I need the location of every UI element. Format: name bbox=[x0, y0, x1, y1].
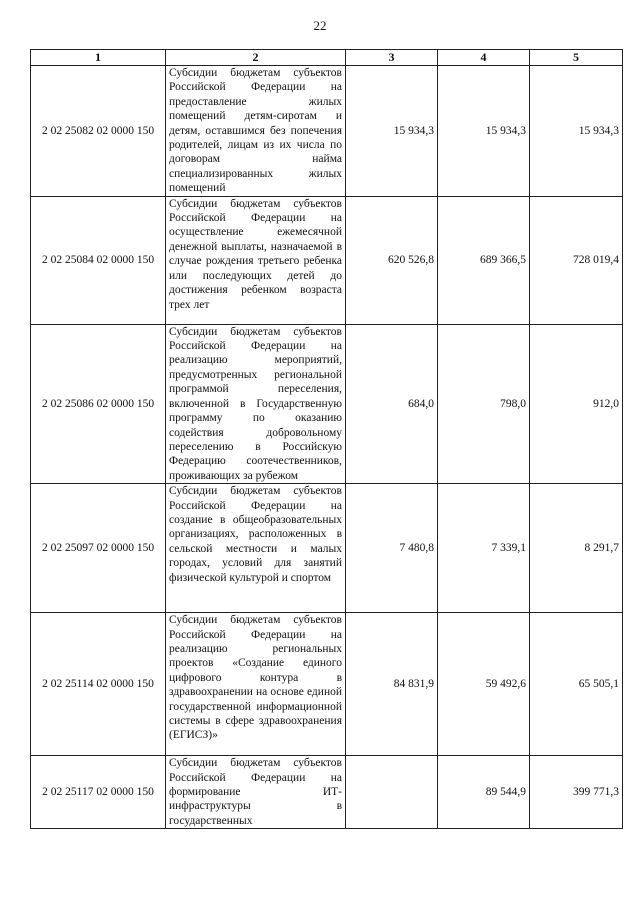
amount-col3-cell bbox=[346, 756, 438, 829]
budget-code-cell: 2 02 25114 02 0000 150 bbox=[31, 613, 166, 756]
column-header-3: 3 bbox=[346, 50, 438, 66]
table-row bbox=[31, 324, 623, 483]
column-header-5: 5 bbox=[530, 50, 623, 66]
amount-col4-cell: 798,0 bbox=[438, 324, 530, 483]
budget-code-cell: 2 02 25082 02 0000 150 bbox=[31, 66, 166, 197]
amount-col4-cell: 689 366,5 bbox=[438, 196, 530, 324]
column-header-4: 4 bbox=[438, 50, 530, 66]
amount-col5-cell: 399 771,3 bbox=[530, 756, 623, 829]
budget-code-cell: 2 02 25084 02 0000 150 bbox=[31, 196, 166, 324]
amount-col4-cell: 89 544,9 bbox=[438, 756, 530, 829]
table-row bbox=[31, 66, 623, 197]
budget-code-cell: 2 02 25097 02 0000 150 bbox=[31, 484, 166, 613]
column-header-2: 2 bbox=[166, 50, 346, 66]
description-cell: Субсидии бюджетам субъектов Российской Федерации на создание в общеобразовательных организациях, расположенных в сельской местности и малых городах, условий для занятий физической культурой и спортом bbox=[166, 484, 346, 613]
table-row bbox=[31, 613, 623, 756]
table-row bbox=[31, 484, 623, 613]
table-row bbox=[31, 756, 623, 829]
amount-col3-cell: 7 480,8 bbox=[346, 484, 438, 613]
column-header-1: 1 bbox=[31, 50, 166, 66]
description-cell: Субсидии бюджетам субъектов Российской Федерации на реализацию мероприятий, предусмотренных региональной программой переселения, включенной в Государственную программу по оказанию содействия добровольному переселению в Российскую Федерацию соотечественников, проживающих за рубежом bbox=[166, 324, 346, 483]
amount-col5-cell: 8 291,7 bbox=[530, 484, 623, 613]
budget-table bbox=[30, 49, 623, 829]
budget-code-cell: 2 02 25117 02 0000 150 bbox=[31, 756, 166, 829]
amount-col5-cell: 912,0 bbox=[530, 324, 623, 483]
amount-col3-cell: 84 831,9 bbox=[346, 613, 438, 756]
description-cell: Субсидии бюджетам субъектов Российской Федерации на реализацию региональных проектов «Создание единого цифрового контура в здравоохранении на основе единой государственной информационной системы в сфере здравоохранения (ЕГИСЗ)» bbox=[166, 613, 346, 756]
amount-col3-cell: 15 934,3 bbox=[346, 66, 438, 197]
description-cell: Субсидии бюджетам субъектов Российской Федерации на формирование ИТ-инфраструктуры в государственных bbox=[166, 756, 346, 829]
amount-col3-cell: 620 526,8 bbox=[346, 196, 438, 324]
budget-code-cell: 2 02 25086 02 0000 150 bbox=[31, 324, 166, 483]
description-cell: Субсидии бюджетам субъектов Российской Федерации на предоставление жилых помещений детям-сиротам и детям, оставшимся без попечения родителей, лицам из их числа по договорам найма специализированных жилых помещений bbox=[166, 66, 346, 197]
table-row bbox=[31, 196, 623, 324]
description-cell: Субсидии бюджетам субъектов Российской Федерации на осуществление ежемесячной денежной выплаты, назначаемой в случае рождения третьего ребенка или последующих детей до достижения ребенком возраста трех лет bbox=[166, 196, 346, 324]
amount-col4-cell: 59 492,6 bbox=[438, 613, 530, 756]
amount-col4-cell: 7 339,1 bbox=[438, 484, 530, 613]
amount-col5-cell: 65 505,1 bbox=[530, 613, 623, 756]
table-header-row bbox=[31, 50, 623, 66]
page-number: 22 bbox=[313, 18, 327, 33]
amount-col4-cell: 15 934,3 bbox=[438, 66, 530, 197]
amount-col3-cell: 684,0 bbox=[346, 324, 438, 483]
amount-col5-cell: 15 934,3 bbox=[530, 66, 623, 197]
amount-col5-cell: 728 019,4 bbox=[530, 196, 623, 324]
